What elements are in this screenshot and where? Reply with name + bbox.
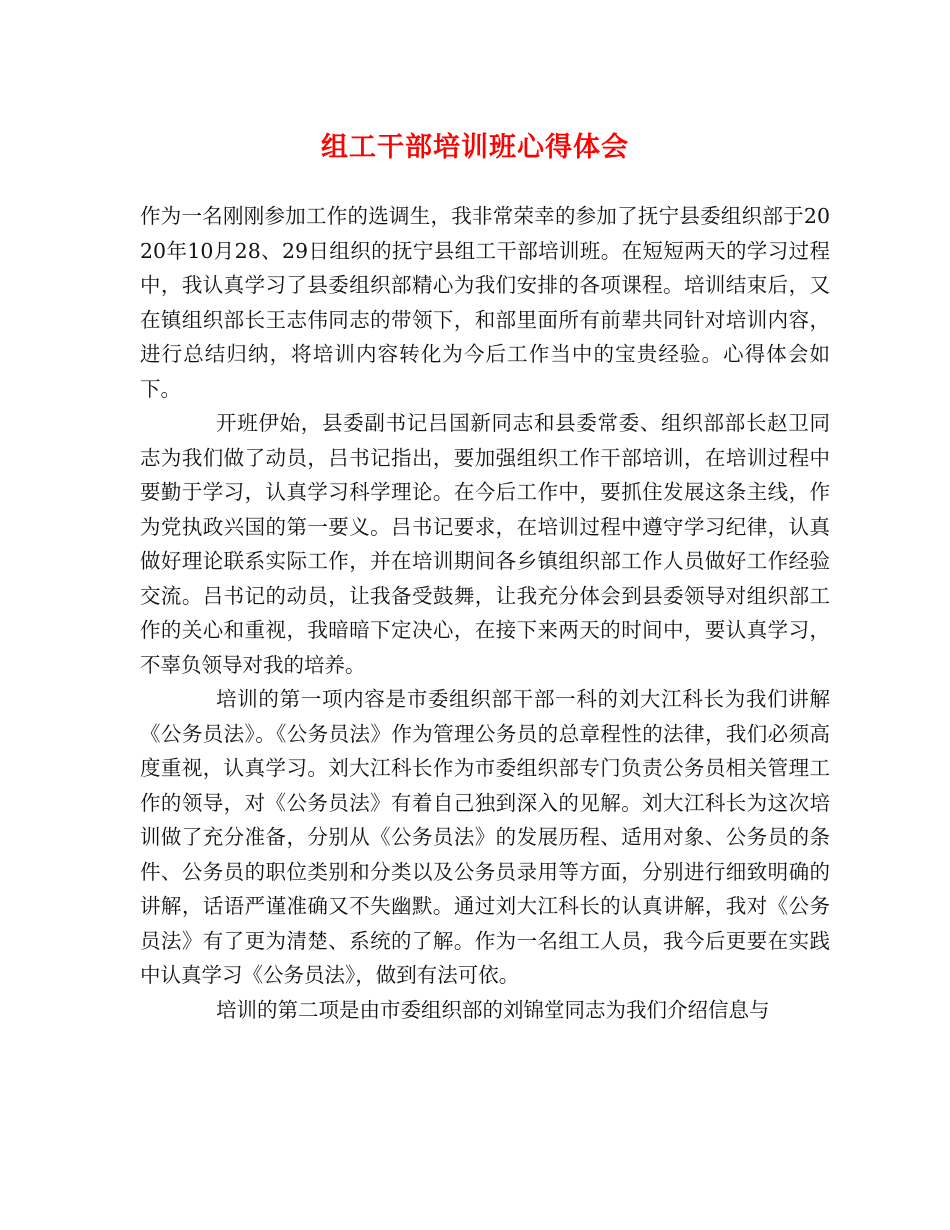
paragraph-first-item: 培训的第一项内容是市委组织部干部一科的刘大江科长为我们讲解《公务员法》。《公务员法》作为管理公务员的总章程性的法律，我们必须高度重视，认真学习。刘大江科长作为市委组织部专门负责公务员相关管理工作的领导，对《公务员法》有着自己独到深入的见解。刘大江科长为这次培训做了充分准备，分别从《公务员法》的发展历程、适用对象、公务员的条件、公务员的职位类别和分类以及公务员录用等方面，分别进行细致明确的讲解，话语严谨准确又不失幽默。通过刘大江科长的认真讲解，我对《公务员法》有了更为清楚、系统的了解。作为一名组工人员，我今后更要在实践中认真学习《公务员法》，做到有法可依。 <box>140 687 830 987</box>
paragraph-opening: 开班伊始，县委副书记吕国新同志和县委常委、组织部部长赵卫同志为我们做了动员，吕书记指出，要加强组织工作干部培训，在培训过程中要勤于学习，认真学习科学理论。在今后工作中，要抓住发展这条主线，作为党执政兴国的第一要义。吕书记要求，在培训过程中遵守学习纪律，认真做好理论联系实际工作，并在培训期间各乡镇组织部工作人员做好工作经验交流。吕书记的动员，让我备受鼓舞，让我充分体会到县委领导对组织部工作的关心和重视，我暗暗下定决心，在接下来两天的时间中，要认真学习，不辜负领导对我的培养。 <box>140 411 830 677</box>
paragraph-intro: 作为一名刚刚参加工作的选调生，我非常荣幸的参加了抚宁县委组织部于2020年10月28、29日组织的抚宁县组工干部培训班。在短短两天的学习过程中，我认真学习了县委组织部精心为我们安排的各项课程。培训结束后，又在镇组织部长王志伟同志的带领下，和部里面所有前辈共同针对培训内容，进行总结归纳，将培训内容转化为今后工作当中的宝贵经验。心得体会如下。 <box>140 204 830 401</box>
document-title: 组工干部培训班心得体会 <box>321 132 629 163</box>
paragraph-second-item: 培训的第二项是由市委组织部的刘锦堂同志为我们介绍信息与 <box>216 997 770 1022</box>
document-body <box>140 199 830 1027</box>
